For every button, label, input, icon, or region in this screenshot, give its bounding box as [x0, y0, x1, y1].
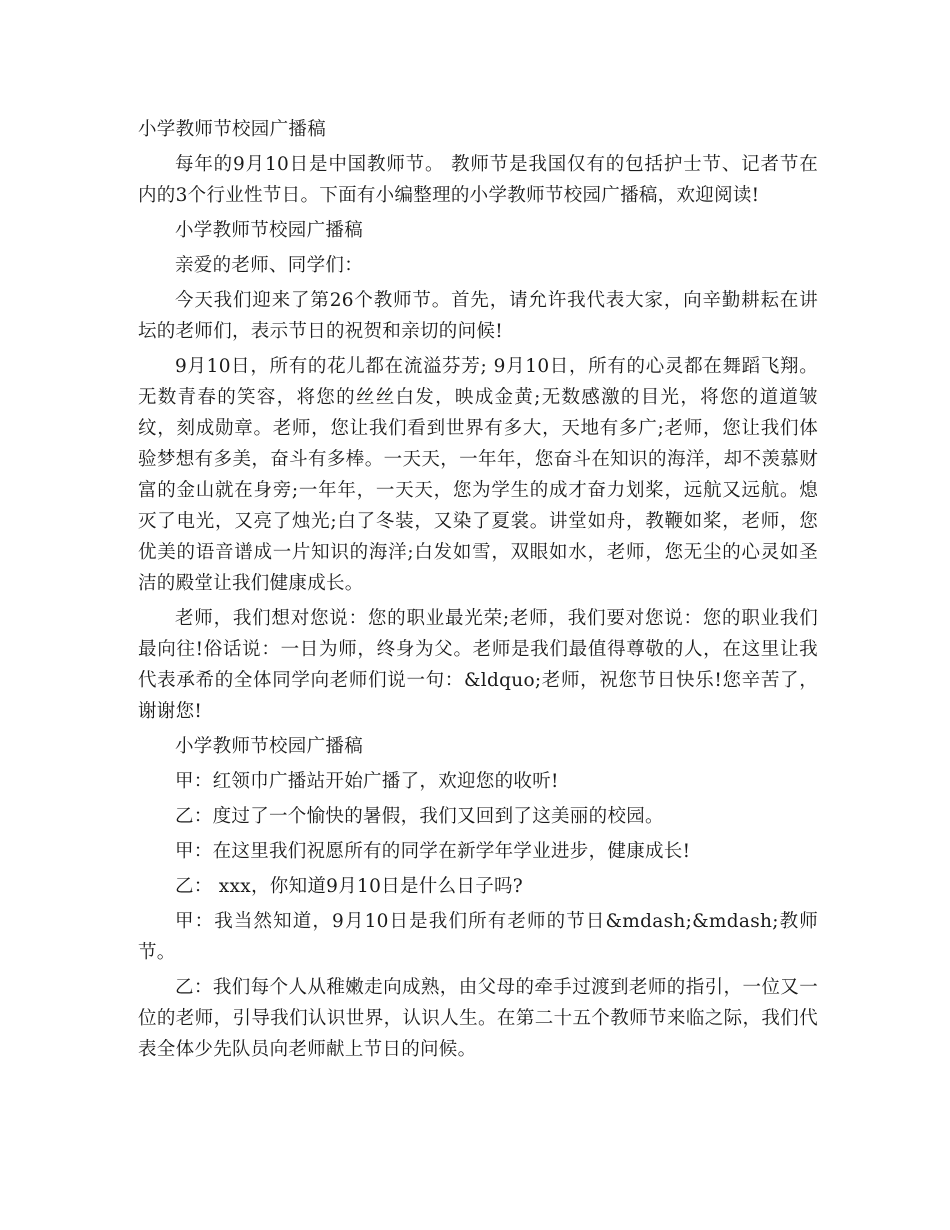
dialogue-line: 甲：红领巾广播站开始广播了，欢迎您的收听!: [175, 771, 559, 792]
paragraph-intro: 每年的9月10日是中国教师节。 教师节是我国仅有的包括护士节、记者节在内的3个行业性节日。下面有小编整理的小学教师节校园广播稿，欢迎阅读!: [138, 154, 818, 206]
section-heading: 小学教师节校园广播稿: [175, 736, 364, 757]
paragraph: 9月10日，所有的花儿都在流溢芬芳; 9月10日，所有的心灵都在舞蹈飞翔。无数青春的笑容，将您的丝丝白发，映成金黄;无数感激的目光，将您的道道皱纹，刻成勋章。老师，您让我们看到世界有多大，天地有多广;老师，您让我们体验梦想有多美，奋斗有多棒。一天天，一年年，您奋斗在知识的海洋，却不羡慕财富的金山就在身旁;一年年，一天天，您为学生的成才奋力划桨，远航又远航。熄灭了电光，又亮了烛光;白了冬装，又染了夏裳。讲堂如舟，教鞭如桨，老师，您优美的语音谱成一片知识的海洋;白发如雪，双眼如水，老师，您无尘的心灵如圣洁的殿堂让我们健康成长。: [138, 356, 818, 594]
document-title: 小学教师节校园广播稿: [138, 119, 327, 140]
dialogue-line: 乙： xxx，你知道9月10日是什么日子吗?: [175, 876, 524, 897]
paragraph-greeting: 亲爱的老师、同学们：: [175, 255, 364, 276]
dialogue-line: 乙：我们每个人从稚嫩走向成熟，由父母的牵手过渡到老师的指引，一位又一位的老师，引导我们认识世界，认识人生。在第二十五个教师节来临之际，我们代表全体少先队员向老师献上节日的问候。: [138, 977, 818, 1060]
dialogue-line: 乙：度过了一个愉快的暑假，我们又回到了这美丽的校园。: [175, 806, 664, 827]
paragraph: 老师，我们想对您说：您的职业最光荣;老师，我们要对您说：您的职业我们最向往!俗话说：一日为师，终身为父。老师是我们最值得尊敬的人，在这里让我代表承希的全体同学向老师们说一句：&ldquo;老师，祝您节日快乐!您辛苦了，谢谢您!: [138, 608, 818, 722]
section-heading: 小学教师节校园广播稿: [175, 220, 364, 241]
dialogue-line: 甲：在这里我们祝愿所有的同学在新学年学业进步，健康成长!: [175, 841, 691, 862]
document-body: [138, 114, 818, 1069]
paragraph: 今天我们迎来了第26个教师节。首先，请允许我代表大家，向辛勤耕耘在讲坛的老师们，表示节日的祝贺和亲切的问候!: [138, 290, 818, 342]
dialogue-line: 甲：我当然知道，9月10日是我们所有老师的节日&mdash;&mdash;教师节。: [138, 911, 818, 963]
